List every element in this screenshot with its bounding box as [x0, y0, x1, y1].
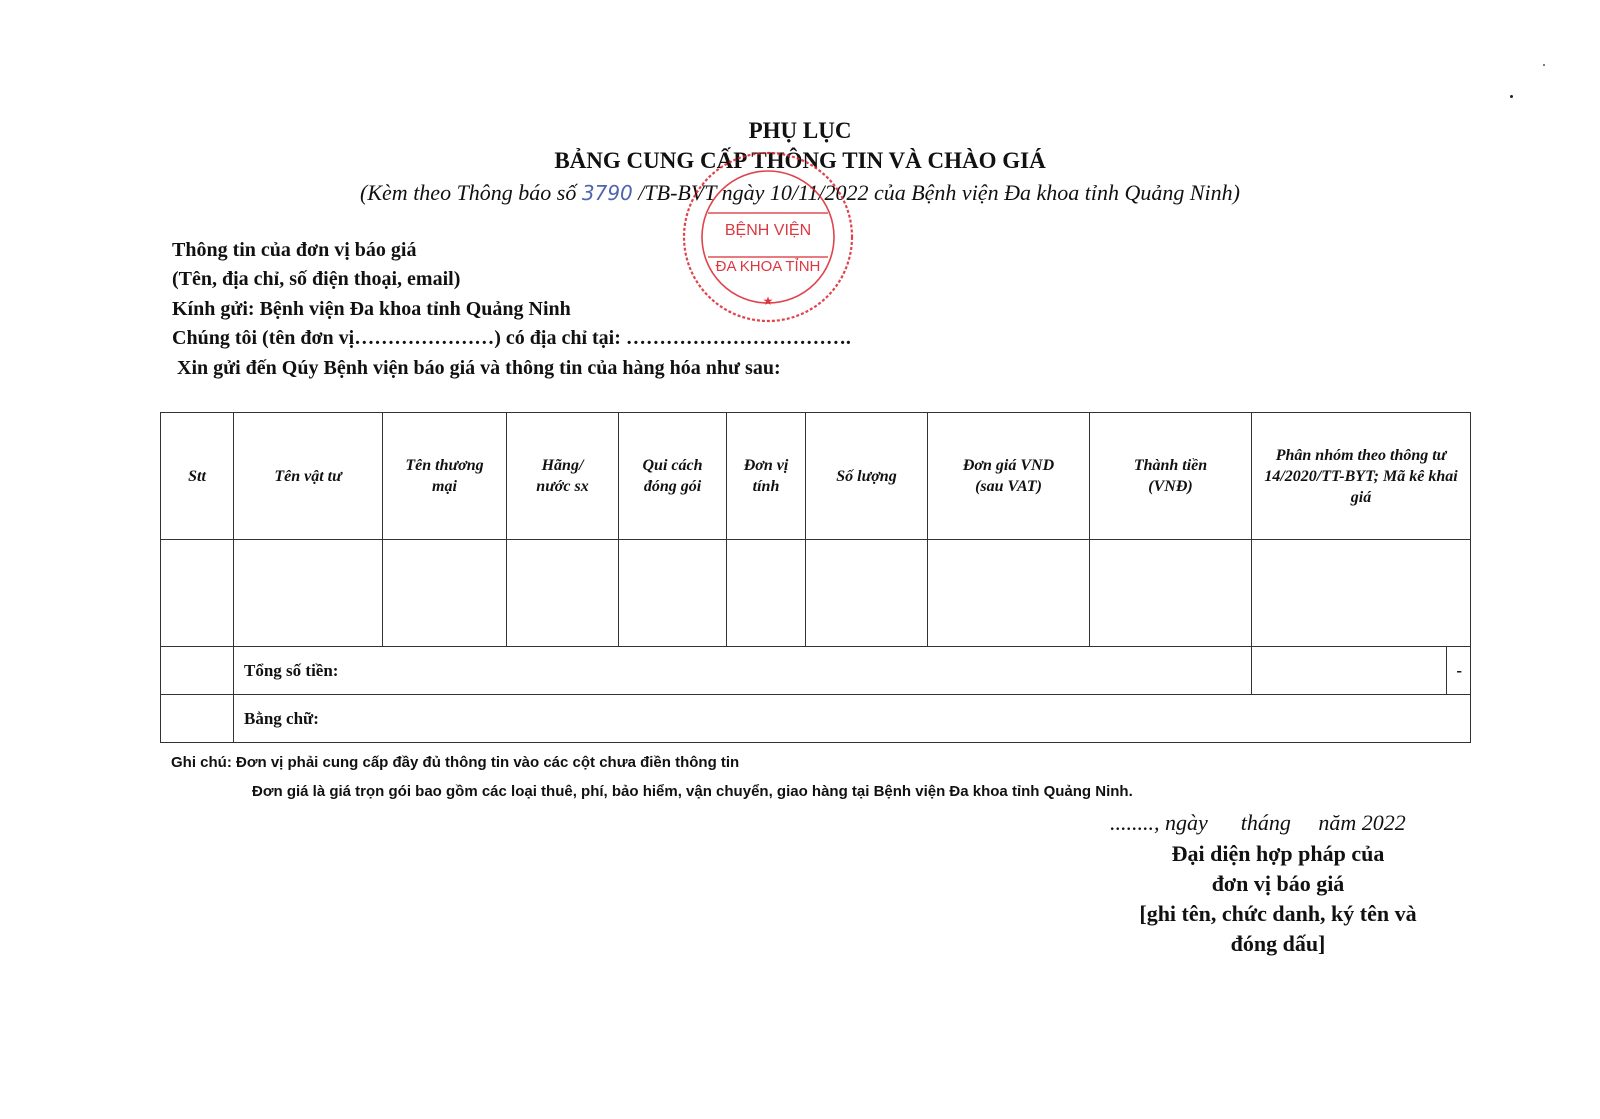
stamp-line-2: ĐA KHOA TỈNH	[715, 258, 821, 275]
date-line: ........, ngày tháng năm 2022	[1110, 810, 1406, 835]
amount-in-words-row	[161, 695, 1471, 743]
hospital-stamp-icon	[678, 147, 858, 327]
col-header-item-name: Tên vật tư	[234, 413, 383, 540]
signature-line-3: [ghi tên, chức danh, ký tên và	[1139, 901, 1417, 926]
quotation-table	[160, 412, 1471, 743]
amount-in-words-label: Bằng chữ:	[234, 695, 1471, 743]
document-title: BẢNG CUNG CẤP THÔNG TIN VÀ CHÀO GIÁ	[554, 148, 1046, 173]
total-row	[161, 647, 1471, 695]
table-cell[interactable]	[619, 540, 727, 647]
table-cell[interactable]	[928, 540, 1090, 647]
table-cell[interactable]	[383, 540, 507, 647]
table-cell	[161, 647, 234, 695]
stamp-star: ★	[762, 294, 774, 308]
intro-line: Xin gửi đến Qúy Bệnh viện báo giá và thông tin của hàng hóa như sau:	[177, 357, 781, 379]
signature-line-1: Đại diện hợp pháp của	[1171, 841, 1385, 866]
col-header-total: Thành tiền (VNĐ)	[1090, 413, 1252, 540]
table-cell[interactable]	[507, 540, 619, 647]
total-spacer	[1252, 647, 1447, 695]
col-header-packaging: Qui cách đóng gói	[619, 413, 727, 540]
handwritten-notice-number: 3790	[581, 181, 633, 205]
col-header-manufacturer: Hãng/ nước sx	[507, 413, 619, 540]
scan-speck	[1543, 64, 1545, 66]
table-cell[interactable]	[161, 540, 234, 647]
table-cell	[161, 695, 234, 743]
signature-line-4: đóng dấu]	[1230, 931, 1326, 956]
col-header-unit: Đơn vị tính	[727, 413, 806, 540]
table-cell[interactable]	[234, 540, 383, 647]
table-cell[interactable]	[1090, 540, 1252, 647]
supplier-info-hint: (Tên, địa chỉ, số điện thoại, email)	[172, 268, 461, 290]
table-header-row	[161, 413, 1471, 540]
total-value: -	[1447, 647, 1471, 695]
signature-line-2: đơn vị báo giá	[1211, 871, 1345, 896]
col-header-quantity: Số lượng	[806, 413, 928, 540]
table-cell[interactable]	[806, 540, 928, 647]
note-line-1: Ghi chú: Đơn vị phải cung cấp đầy đủ thông tin vào các cột chưa điền thông tin	[171, 754, 740, 771]
col-header-trade-name: Tên thương mại	[383, 413, 507, 540]
recipient-line: Kính gửi: Bệnh viện Đa khoa tỉnh Quảng Ninh	[172, 298, 571, 320]
reference-suffix: /TB-BVT ngày 10/11/2022 của Bệnh viện Đa khoa tỉnh Quảng Ninh)	[632, 180, 1240, 205]
total-label: Tổng số tiền:	[234, 647, 1252, 695]
reference-prefix: (Kèm theo Thông báo số	[360, 180, 582, 205]
col-header-stt: Stt	[161, 413, 234, 540]
col-header-group-code: Phân nhóm theo thông tư 14/2020/TT-BYT; Mã kê khai giá	[1252, 413, 1471, 540]
table-cell[interactable]	[727, 540, 806, 647]
scan-speck	[1510, 95, 1513, 98]
note-line-2: Đơn giá là giá trọn gói bao gồm các loại thuê, phí, bảo hiểm, vận chuyển, giao hàng tại Bệnh viện Đa khoa tỉnh Quảng Ninh.	[252, 783, 1133, 800]
table-row	[161, 540, 1471, 647]
col-header-unit-price: Đơn giá VND (sau VAT)	[928, 413, 1090, 540]
supplier-info-heading: Thông tin của đơn vị báo giá	[172, 239, 417, 261]
supplier-address-line: Chúng tôi (tên đơn vị…………………) có địa chỉ tại: …………………………….	[172, 327, 851, 349]
stamp-line-1: BỆNH VIỆN	[724, 222, 812, 239]
table-cell[interactable]	[1252, 540, 1471, 647]
appendix-title: PHỤ LỤC	[748, 118, 852, 143]
